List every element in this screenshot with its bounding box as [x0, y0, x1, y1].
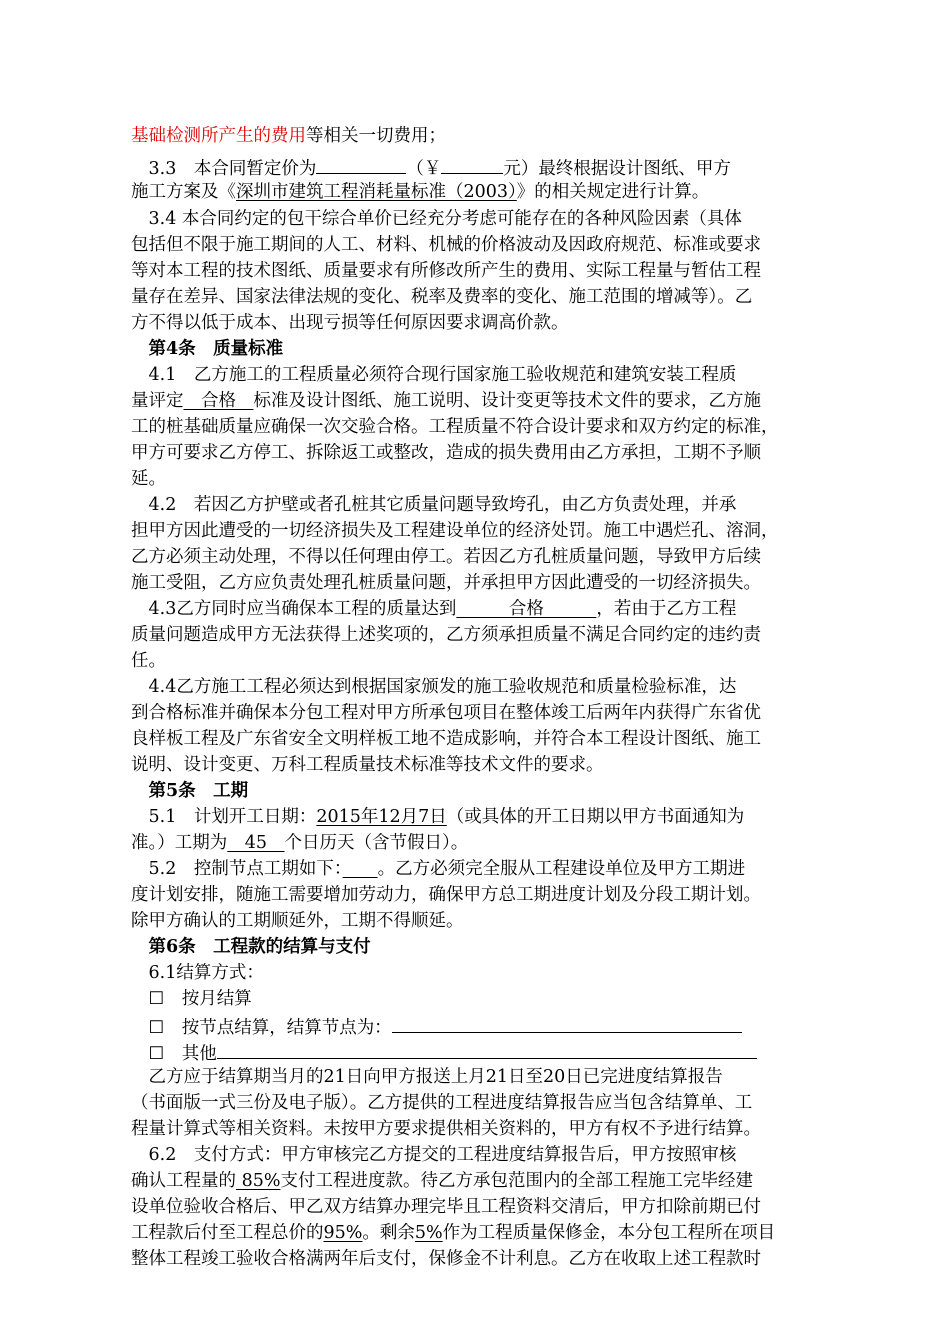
text-line: [131, 858, 821, 880]
text-segment: 施工受阻，乙方应负责处理孔桩质量问题，并承担甲方因此遭受的一切经济损失。: [131, 573, 761, 593]
filled-value: [343, 859, 378, 879]
filled-value: 合格: [183, 391, 254, 411]
text-segment: 甲方可要求乙方停工、拆除返工或整改，造成的损失费用由乙方承担，工期不予顺: [131, 443, 761, 463]
text-line: [131, 676, 821, 698]
text-line: [131, 1196, 821, 1218]
text-line: [131, 546, 821, 568]
text-segment: （或具体的开工日期以甲方书面通知为: [446, 807, 745, 827]
text-segment: 任。: [131, 651, 166, 671]
text-line: [131, 312, 821, 334]
text-segment: 乙方必须主动处理，不得以任何理由停工。若因乙方孔桩质量问题，导致甲方后续: [131, 547, 761, 567]
text-segment: 工程款后付至工程总价的: [131, 1223, 324, 1243]
text-segment: 到合格标准并确保本分包工程对甲方所承包项目在整体竣工后两年内获得广东省优: [131, 703, 761, 723]
text-line: [131, 1248, 821, 1270]
text-segment: 度计划安排，随施工需要增加劳动力，确保甲方总工期进度计划及分段工期计划。: [131, 885, 761, 905]
text-segment: 量评定: [131, 391, 184, 411]
text-segment: 。乙方必须完全服从工程建设单位及甲方工期进: [377, 859, 746, 879]
text-segment: 等对本工程的技术图纸、质量要求有所修改所产生的费用、实际工程量与暂估工程: [131, 261, 761, 281]
text-line: [131, 624, 821, 646]
text-line: [131, 936, 821, 958]
text-segment: 6.2 支付方式：甲方审核完乙方提交的工程进度结算报告后，甲方按照审核: [131, 1145, 737, 1165]
text-segment: ☐ 按月结算: [131, 989, 252, 1009]
text-line: [131, 286, 821, 308]
text-line: [131, 1040, 821, 1065]
text-line: [131, 806, 821, 828]
text-segment: 质量问题造成甲方无法获得上述奖项的，乙方须承担质量不满足合同约定的违约责: [131, 625, 761, 645]
text-segment: 4.1 乙方施工的工程质量必须符合现行国家施工验收规范和建筑安装工程质: [131, 365, 737, 385]
text-line: [131, 832, 821, 854]
text-line: [131, 520, 821, 542]
text-segment: 个日历天（含节假日）。: [284, 833, 469, 853]
text-line: [131, 1118, 821, 1140]
filled-value: 85%: [236, 1171, 281, 1191]
text-segment: 3.3 本合同暂定价为: [131, 159, 317, 179]
text-line: [131, 1092, 821, 1114]
text-line: [131, 572, 821, 594]
article-heading: 第5条 工期: [131, 781, 249, 801]
text-segment: 施工方案及《: [131, 182, 236, 202]
text-line: [131, 728, 821, 750]
text-segment: 3.4 本合同约定的包干综合单价已经充分考虑可能存在的各种风险因素（具体: [131, 209, 742, 229]
text-segment: （书面版一式三份及电子版）。乙方提供的工程进度结算报告应当包含结算单、工: [131, 1093, 753, 1113]
text-line: [131, 988, 821, 1010]
text-segment: 基础检测所产生的费用: [131, 126, 306, 146]
text-line: [131, 1170, 821, 1192]
text-line: [131, 364, 821, 386]
text-segment: 确认工程量的: [131, 1171, 236, 1191]
text-segment: 等相关一切费用；: [306, 126, 446, 146]
fill-in-blank: [392, 1014, 742, 1033]
text-segment: 方不得以低于成本、出现亏损等任何原因要求调高价款。: [131, 313, 569, 333]
text-line: [131, 260, 821, 282]
text-segment: 4.2 若因乙方护壁或者孔桩其它质量问题导致垮孔，由乙方负责处理，并承: [131, 495, 737, 515]
text-line: [131, 1222, 821, 1244]
text-segment: 包括但不限于施工期间的人工、材料、机械的价格波动及因政府规范、标准或要求: [131, 235, 761, 255]
text-segment: 作为工程质量保修金，本分包工程所在项目: [442, 1223, 776, 1243]
text-line: [131, 754, 821, 776]
text-segment: 除甲方确认的工期顺延外，工期不得顺延。: [131, 911, 464, 931]
text-segment: ，若由于乙方工程: [596, 599, 737, 619]
text-line: [131, 208, 821, 230]
text-line: [131, 1144, 821, 1166]
text-segment: 说明、设计变更、万科工程质量技术标准等技术文件的要求。: [131, 755, 604, 775]
text-segment: 支付工程进度款。待乙方承包范围内的全部工程施工完毕经建: [280, 1171, 753, 1191]
text-segment: 乙方应于结算期当月的21日向甲方报送上月21日至20日已完进度结算报告: [131, 1067, 723, 1087]
fill-in-blank: [316, 155, 406, 174]
text-segment: 工的桩基础质量应确保一次交验合格。工程质量不符合设计要求和双方约定的标准，: [131, 417, 779, 437]
text-line: [131, 181, 821, 203]
text-line: [131, 390, 821, 412]
text-segment: 5.1 计划开工日期：: [131, 807, 317, 827]
text-line: [131, 910, 821, 932]
text-line: [131, 962, 821, 984]
filled-value: 5%: [414, 1223, 443, 1243]
text-segment: 良样板工程及广东省安全文明样板工地不造成影响，并符合本工程设计图纸、施工: [131, 729, 761, 749]
filled-value: 45: [227, 833, 285, 853]
text-segment: （￥: [406, 159, 442, 179]
filled-value: 95%: [323, 1223, 363, 1243]
text-segment: 准。）工期为: [131, 833, 228, 853]
text-segment: 标准及设计图纸、施工说明、设计变更等技术文件的要求，乙方施: [253, 391, 761, 411]
text-line: [131, 125, 821, 147]
fill-in-blank: [441, 155, 503, 174]
text-line: [131, 1066, 821, 1088]
text-segment: 》的相关规定进行计算。: [516, 182, 710, 202]
text-segment: 4.4乙方施工工程必须达到根据国家颁发的施工验收规范和质量检验标准，达: [131, 677, 737, 697]
text-segment: 整体工程竣工验收合格满两年后支付，保修金不计利息。乙方在收取上述工程款时: [131, 1249, 761, 1269]
text-segment: 6.1结算方式：: [131, 963, 264, 983]
text-segment: 程量计算式等相关资料。未按甲方要求提供相关资料的，甲方有权不予进行结算。: [131, 1119, 761, 1139]
text-segment: 4.3乙方同时应当确保本工程的质量达到: [131, 599, 457, 619]
filled-value: 合格: [456, 599, 597, 619]
text-segment: 。剩余: [362, 1223, 415, 1243]
text-segment: 延。: [131, 469, 166, 489]
text-line: [131, 598, 821, 620]
text-segment: 设单位验收合格后、甲乙双方结算办理完毕且工程资料交清后，甲方扣除前期已付: [131, 1197, 761, 1217]
text-line: [131, 884, 821, 906]
text-segment: ☐ 按节点结算，结算节点为：: [131, 1018, 392, 1038]
text-segment: 元）最终根据设计图纸、甲方: [503, 159, 731, 179]
text-line: [131, 155, 821, 180]
text-line: [131, 442, 821, 464]
article-heading: 第4条 质量标准: [131, 339, 284, 359]
article-heading: 第6条 工程款的结算与支付: [131, 937, 371, 957]
text-line: [131, 468, 821, 490]
text-line: [131, 650, 821, 672]
fill-in-blank: [217, 1040, 757, 1059]
text-line: [131, 780, 821, 802]
text-line: [131, 234, 821, 256]
filled-value: 深圳市建筑工程消耗量标准（2003）: [236, 182, 517, 202]
text-line: [131, 702, 821, 724]
text-segment: 担甲方因此遭受的一切经济损失及工程建设单位的经济处罚。施工中遇烂孔、溶洞，: [131, 521, 779, 541]
text-line: [131, 494, 821, 516]
text-line: [131, 1014, 821, 1039]
text-segment: 5.2 控制节点工期如下：: [131, 859, 343, 879]
text-segment: ☐ 其他: [131, 1044, 217, 1064]
text-segment: 量存在差异、国家法律法规的变化、税率及费率的变化、施工范围的增减等）。乙: [131, 287, 753, 307]
filled-value: 2015年12月7日: [316, 807, 447, 827]
text-line: [131, 416, 821, 438]
text-line: [131, 338, 821, 360]
